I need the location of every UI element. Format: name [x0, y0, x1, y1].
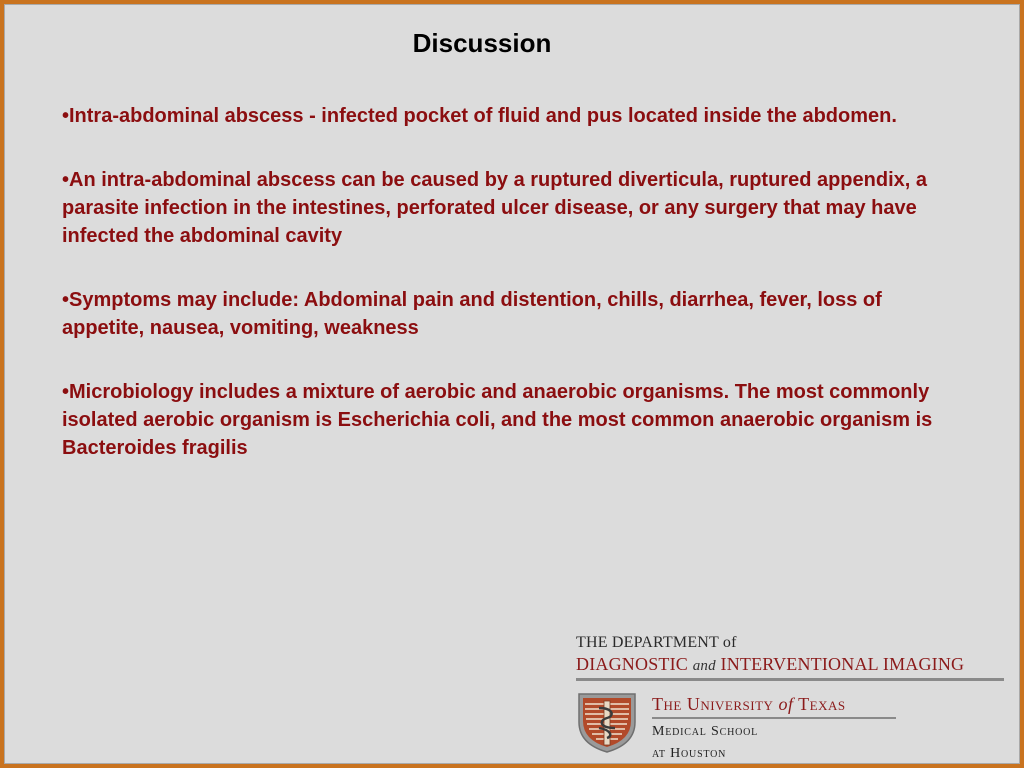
- department-name-and: and: [692, 658, 716, 674]
- bullet-item: •Symptoms may include: Abdominal pain and distention, chills, diarrhea, fever, loss of appetite, nausea, vomiting, weakness: [62, 289, 882, 339]
- department-name: [576, 654, 1004, 681]
- medical-school-line: Medical School: [652, 724, 759, 739]
- ut-seal-icon: [577, 692, 637, 754]
- university-name-of: of: [778, 694, 794, 714]
- bullet-item: •Microbiology includes a mixture of aerobic and anaerobic organisms. The most commonly isolated aerobic organism is Escherichia coli, and the most common anaerobic organism is Bacteroides fragilis: [62, 381, 933, 459]
- university-name-texas: Texas: [798, 694, 846, 714]
- bullet-item: •An intra-abdominal abscess can be caused by a ruptured diverticula, ruptured appendix, a parasite infection in the intestines, perforated ulcer disease, or any surgery that may have infected the abdominal cavity: [62, 169, 927, 247]
- slide-title: Discussion: [412, 28, 552, 58]
- department-name-diagnostic: DIAGNOSTIC: [576, 654, 688, 674]
- bullet-list: [62, 102, 962, 498]
- houston-line: at Houston: [652, 746, 727, 761]
- department-line: THE DEPARTMENT of: [576, 634, 737, 651]
- bullet-item: •Intra-abdominal abscess - infected pocket of fluid and pus located inside the abdomen.: [62, 105, 897, 127]
- department-logo-text: [576, 634, 1012, 681]
- university-logo-text: [652, 694, 902, 763]
- university-name: [652, 694, 896, 719]
- department-name-interventional: INTERVENTIONAL IMAGING: [720, 654, 965, 674]
- university-name-main: The University: [652, 694, 774, 714]
